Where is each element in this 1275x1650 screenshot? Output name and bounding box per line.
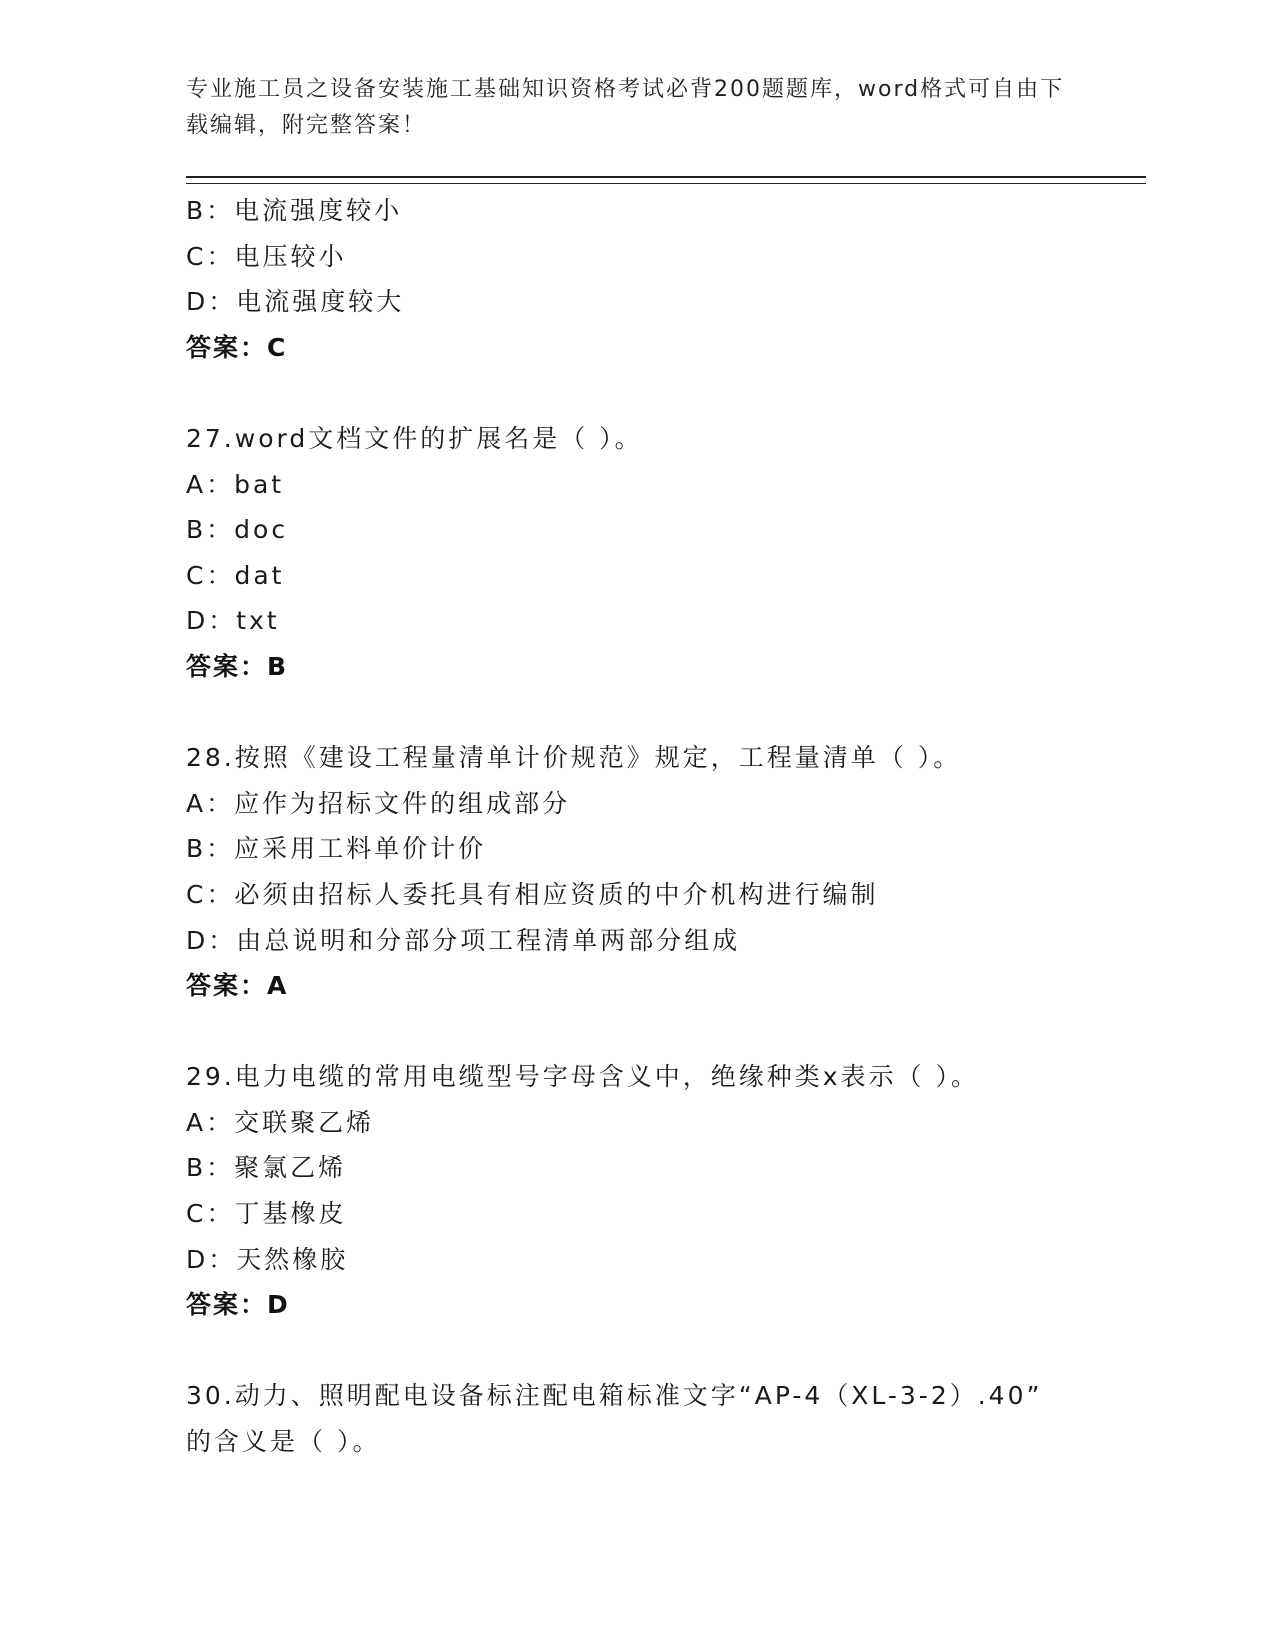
option-d: D：电流强度较大 xyxy=(186,287,405,317)
option-c: C：电压较小 xyxy=(186,241,347,271)
answer: 答案：C xyxy=(186,332,288,362)
question-text: 28.按照《建设工程量清单计价规范》规定，工程量清单（ ）。 xyxy=(186,743,962,773)
answer: 答案：D xyxy=(186,1290,290,1320)
question-text: 27.word文档文件的扩展名是（ ）。 xyxy=(186,423,643,453)
question-list xyxy=(186,188,1146,1465)
option-c: C：dat xyxy=(186,560,285,590)
spacer xyxy=(186,1328,1146,1374)
option-d: D：txt xyxy=(186,606,280,636)
option-d: D：由总说明和分部分项工程清单两部分组成 xyxy=(186,925,741,955)
answer: 答案：B xyxy=(186,651,289,681)
option-c: C：必须由招标人委托具有相应资质的中介机构进行编制 xyxy=(186,879,879,909)
answer: 答案：A xyxy=(186,971,289,1001)
option-c: C：丁基橡皮 xyxy=(186,1199,347,1229)
spacer xyxy=(186,1009,1146,1055)
header-divider xyxy=(186,176,1146,184)
option-b: B：doc xyxy=(186,515,289,545)
option-b: B：聚氯乙烯 xyxy=(186,1153,347,1183)
question-28 xyxy=(186,735,1146,1009)
question-26-tail xyxy=(186,188,1146,370)
question-text-line-2: 的含义是（ ）。 xyxy=(186,1427,381,1457)
question-30 xyxy=(186,1373,1146,1464)
spacer xyxy=(186,370,1146,416)
option-a: A：交联聚乙烯 xyxy=(186,1107,375,1137)
question-text: 29.电力电缆的常用电缆型号字母含义中，绝缘种类x表示（ ）。 xyxy=(186,1062,980,1092)
option-b: B：电流强度较小 xyxy=(186,196,403,225)
option-d: D：天然橡胶 xyxy=(186,1244,349,1274)
question-text-line-1: 30.动力、照明配电设备标注配电箱标准文字“AP-4（XL-3-2）.40” xyxy=(186,1381,1043,1411)
question-29 xyxy=(186,1054,1146,1328)
question-27 xyxy=(186,416,1146,690)
option-b: B：应采用工料单价计价 xyxy=(186,834,487,864)
option-a: A：应作为招标文件的组成部分 xyxy=(186,788,571,818)
option-a: A：bat xyxy=(186,469,285,499)
page-header: 专业施工员之设备安装施工基础知识资格考试必背200题题库，word格式可自由下载编辑，附完整答案！ xyxy=(186,77,1065,138)
spacer xyxy=(186,690,1146,736)
